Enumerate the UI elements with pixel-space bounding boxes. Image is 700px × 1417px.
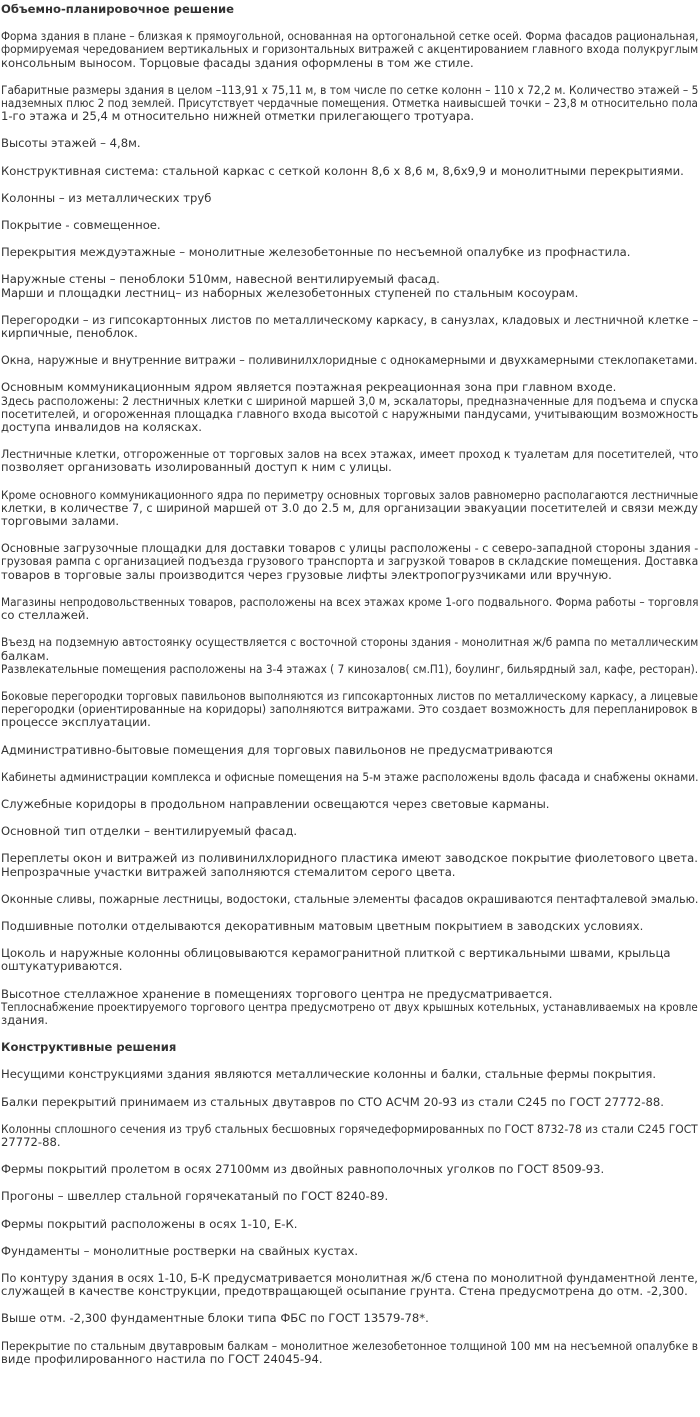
paragraph	[1, 636, 698, 676]
text-line: Балки перекрытий принимаем из стальных двутавров по СТО АСЧМ 20-93 из стали С245 по ГОСТ 27772-88.	[1, 1094, 664, 1109]
text-line: Основным коммуникационным ядром является поэтажная рекреационная зона при главном входе.	[1, 380, 617, 395]
text-line: Магазины непродовольственных товаров, расположены на всех этажах кроме 1-ого подвального. Форма работы – торговля	[1, 594, 699, 609]
paragraph	[1, 448, 698, 474]
text-line: Конструктивная система: стальной каркас с сеткой колонн 8,6 х 8,6 м, 8,6х9,9 и монолитными перекрытиями.	[1, 163, 684, 178]
paragraph	[1, 165, 698, 178]
text-line: грузовая рампа с организацией подъезда грузового транспорта и загрузкой товаров в складские помещения. Доставка	[1, 554, 699, 569]
text-line: балкам.	[1, 648, 50, 663]
text-line: Кабинеты администрации комплекса и офисные помещения на 5-м этаже расположены вдоль фасада и снабжены окнами.	[1, 769, 699, 784]
text-line: Перекрытие по стальным двутавровым балкам – монолитное железобетонное толщиной 100 мм на несъемной опалубке в	[1, 1338, 699, 1353]
text-line: Теплоснабжение проектируемого торгового центра предусмотрено от двух крышных котельных, устанавливаемых на кровле	[1, 999, 698, 1014]
text-line: кирпичные, пеноблок.	[1, 326, 138, 341]
text-line: 27772-88.	[1, 1134, 61, 1149]
paragraph	[1, 314, 698, 340]
document-body	[1, 3, 698, 1380]
text-line: Основной тип отделки – вентилируемый фасад.	[1, 824, 298, 839]
text-line: 1-го этажа и 25,4 м относительно нижней отметки прилегающего тротуара.	[1, 109, 475, 124]
text-line: Боковые перегородки торговых павильонов выполняются из гипсокартонных листов по металлическому каркасу, а лицевые	[1, 688, 698, 703]
text-line: Административно-бытовые помещения для торговых павильонов не предусматриваются	[1, 742, 553, 757]
paragraph	[1, 542, 698, 582]
paragraph	[1, 920, 698, 933]
text-line: посетителей, и огороженная площадка главного входа высотой с наружными пандусами, учитывающим возможность	[1, 406, 699, 421]
paragraph	[1, 988, 698, 1028]
text-line: виде профилированного настила по ГОСТ 24045-94.	[1, 1351, 323, 1366]
paragraph	[1, 354, 698, 367]
paragraph	[1, 893, 698, 906]
text-line: консольным выносом. Торцовые фасады здания оформлены в том же стиле.	[1, 55, 474, 70]
paragraph	[1, 246, 698, 259]
paragraph	[1, 690, 698, 730]
paragraph	[1, 798, 698, 811]
text-line: Оконные сливы, пожарные лестницы, водостоки, стальные элементы фасадов окрашиваются пентафталевой эмалью.	[1, 891, 699, 906]
paragraph	[1, 825, 698, 838]
text-line: Здесь расположены: 2 лестничных клетки с шириной маршей 3,0 м, эскалаторы, предназначенные для подъема и спуска	[1, 393, 699, 408]
paragraph	[1, 30, 698, 70]
paragraph	[1, 947, 698, 973]
paragraph	[1, 744, 698, 757]
paragraph	[1, 192, 698, 205]
paragraph	[1, 381, 698, 434]
text-line: Объемно-планировочное решение	[1, 2, 234, 16]
text-line: Высоты этажей – 4,8м.	[1, 136, 141, 151]
text-line: Марши и площадки лестниц– из наборных железобетонных ступеней по стальным косоурам.	[1, 285, 579, 300]
paragraph	[1, 219, 698, 232]
text-line: Несущими конструкциями здания являются металлические колонны и балки, стальные фермы покрытия.	[1, 1067, 657, 1082]
paragraph	[1, 596, 698, 622]
text-line: Конструктивные решения	[1, 1040, 177, 1055]
text-line: Фермы покрытий расположены в осях 1-10, Е-К.	[1, 1216, 298, 1231]
text-line: Фермы покрытий пролетом в осях 27100мм из двойных равнополочных уголков по ГОСТ 8509-93.	[1, 1162, 605, 1177]
text-line: Служебные коридоры в продольном направлении освещаются через световые карманы.	[1, 796, 550, 811]
text-line: здания.	[1, 1012, 49, 1027]
text-line: Подшивные потолки отделываются декоративным матовым цветным покрытием в заводских условиях.	[1, 918, 644, 933]
section-heading	[1, 1041, 698, 1054]
paragraph	[1, 771, 698, 784]
text-line: торговыми залами.	[1, 514, 120, 529]
text-line: Колонны сплошного сечения из труб стальных бесшовных горячедеформированных по ГОСТ 8732-78 из стали С245 ГОСТ	[1, 1121, 698, 1136]
paragraph	[1, 1068, 698, 1081]
text-line: Выше отм. -2,300 фундаментные блоки типа ФБС по ГОСТ 13579-78*.	[1, 1311, 429, 1326]
paragraph	[1, 84, 698, 124]
paragraph	[1, 1163, 698, 1176]
text-line: Лестничные клетки, отгороженные от торговых залов на всех этажах, имеет проход к туалетам для посетителей, что	[1, 447, 699, 462]
text-line: Перегородки – из гипсокартонных листов по металлическому каркасу, в санузлах, кладовых и лестничной клетке –	[1, 312, 699, 327]
paragraph	[1, 1312, 698, 1325]
text-line: Колонны – из металлических труб	[1, 190, 212, 205]
text-line: Перекрытия междуэтажные – монолитные железобетонные по несъемной опалубке из профнастила.	[1, 245, 631, 260]
text-line: клетки, в количестве 7, с шириной маршей от 3.0 до 2.5 м, для организации эвакуации посетителей и связи между	[1, 500, 698, 515]
text-line: Наружные стены – пеноблоки 510мм, навесной вентилируемый фасад.	[1, 272, 440, 287]
paragraph	[1, 489, 698, 529]
text-line: По контуру здания в осях 1-10, Б-К предусматривается монолитная ж/б стена по монолитной фундаментной ленте,	[1, 1270, 698, 1285]
paragraph	[1, 1096, 698, 1109]
text-line: перегородки (ориентированные на коридоры) заполняются витражами. Это создает возможность для перепланировок в	[1, 702, 698, 717]
text-line: доступа инвалидов на колясках.	[1, 420, 202, 435]
text-line: Переплеты окон и витражей из поливинилхлоридного пластика имеют заводское покрытие фиолетового цвета.	[1, 851, 698, 866]
text-line: Высотное стеллажное хранение в помещениях торгового центра не предусматривается.	[1, 986, 553, 1001]
text-line: Окна, наружные и внутренние витражи – поливинилхлоридные с однокамерными и двухкамерными стеклопакетами.	[1, 353, 698, 368]
text-line: Фундаменты – монолитные ростверки на свайных кустах.	[1, 1243, 359, 1258]
text-line: оштукатуриваются.	[1, 959, 123, 974]
paragraph	[1, 852, 698, 878]
text-line: Непрозрачные участки витражей заполняются стемалитом серого цвета.	[1, 864, 456, 879]
section-heading	[1, 3, 698, 16]
text-line: позволяет организовать изолированный доступ к ним с улицы.	[1, 460, 392, 475]
text-line: Основные загрузочные площадки для доставки товаров с улицы расположены - с северо-западной стороны здания -	[1, 541, 699, 556]
text-line: формируемая чередованием вертикальных и горизонтальных витражей с акцентированием главного входа полукруглым	[1, 42, 699, 57]
paragraph	[1, 137, 698, 150]
text-line: процессе эксплуатации.	[1, 715, 151, 730]
paragraph	[1, 1340, 698, 1366]
paragraph	[1, 1218, 698, 1231]
text-line: Покрытие - совмещенное.	[1, 218, 161, 233]
paragraph	[1, 1245, 698, 1258]
paragraph	[1, 1190, 698, 1203]
text-line: товаров в торговые залы производится через грузовые лифты электропогрузчиками или вручную.	[1, 567, 612, 582]
paragraph	[1, 1272, 698, 1298]
text-line: Прогоны – швеллер стальной горячекатаный по ГОСТ 8240-89.	[1, 1189, 389, 1204]
text-line: Кроме основного коммуникационного ядра по периметру основных торговых залов равномерно располагаются лестничные	[1, 487, 699, 502]
text-line: Габаритные размеры здания в целом –113,91 х 75,11 м, в том числе по сетке колонн – 110 х 72,2 м. Количество этажей – 5	[1, 82, 699, 97]
text-line: Развлекательные помещения расположены на 3-4 этажах ( 7 кинозалов( см.П1), боулинг, бильярдный зал, кафе, ресторан).	[1, 661, 699, 676]
text-line: Форма здания в плане – близкая к прямоугольной, основанная на ортогональной сетке осей. Форма фасадов рациональная,	[1, 29, 699, 44]
text-line: надземных плюс 2 под землей. Присутствует чердачные помещения. Отметка наивысшей точки – 23,8 м относительно пола	[1, 96, 698, 111]
paragraph	[1, 1123, 698, 1149]
paragraph	[1, 273, 698, 299]
text-line: Цоколь и наружные колонны облицовываются керамогранитной плиткой с вертикальными швами, крыльца	[1, 946, 671, 961]
text-line: со стеллажей.	[1, 608, 90, 623]
text-line: служащей в качестве конструкции, предотвращающей осыпание грунта. Стена предусмотрена до отм. -2,300.	[1, 1284, 688, 1299]
text-line: Въезд на подземную автостоянку осуществляется с восточной стороны здания - монолитная ж/б рампа по металлическим	[1, 635, 699, 650]
